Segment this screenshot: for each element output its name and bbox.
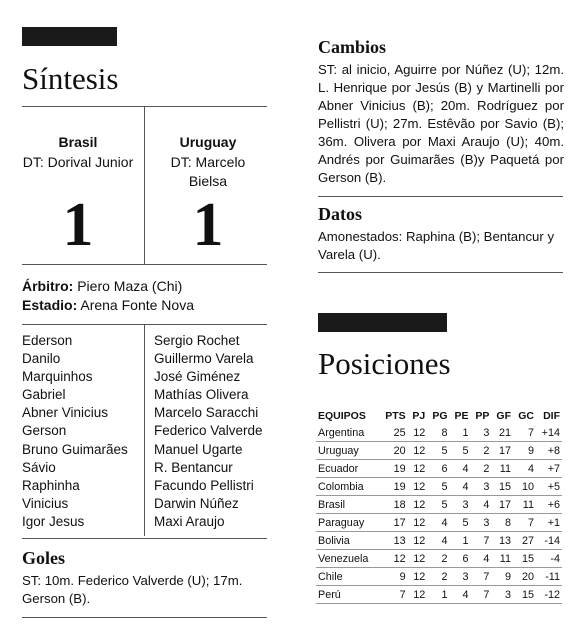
stat-cell: 7 [470, 532, 491, 550]
stat-cell: 5 [427, 478, 449, 496]
table-row [316, 532, 562, 550]
stat-cell: 12 [408, 424, 428, 442]
data-text: Amonestados: Raphina (B); Bentancur y Varela (U). [318, 229, 555, 262]
away-team-coach: DT: Marcelo Bielsa [170, 153, 246, 189]
list-item: Manuel Ugarte [154, 441, 243, 457]
team-cell: Perú [316, 586, 379, 604]
list-item: Marcelo Saracchi [154, 405, 259, 421]
stat-cell: 19 [379, 460, 407, 478]
table-row [316, 424, 562, 442]
stat-cell: 6 [427, 460, 449, 478]
list-item: Ederson [22, 333, 73, 348]
stat-cell: 4 [427, 532, 449, 550]
stat-cell: 19 [379, 478, 407, 496]
stat-cell: 12 [408, 478, 428, 496]
away-lineup [154, 332, 263, 531]
stat-cell: 18 [379, 496, 407, 514]
stat-cell: 3 [491, 586, 513, 604]
column-header: PJ [412, 409, 426, 422]
table-row [316, 460, 562, 478]
column-header: GC [518, 409, 534, 422]
stat-cell: 7 [513, 514, 536, 532]
stat-cell: +6 [536, 496, 562, 514]
stat-cell: 7 [379, 586, 407, 604]
stat-cell: -12 [536, 586, 562, 604]
list-item: Vinicius [22, 495, 69, 511]
table-header-row [316, 407, 562, 424]
changes-title: Cambios [318, 37, 387, 57]
stat-cell: 9 [491, 568, 513, 586]
stat-cell: 3 [470, 514, 491, 532]
stat-cell: 3 [450, 568, 471, 586]
stat-cell: 5 [450, 514, 471, 532]
team-cell: Brasil [316, 496, 379, 514]
divider [22, 617, 267, 618]
stat-cell: 2 [470, 460, 491, 478]
team-cell: Bolivia [316, 532, 379, 550]
list-item: Sergio Rochet [154, 333, 240, 348]
stat-cell: 17 [379, 514, 407, 532]
section-marker-bar [22, 27, 117, 46]
score-divider [144, 106, 145, 264]
stat-cell: 2 [427, 550, 449, 568]
list-item: Gerson [22, 423, 67, 439]
stat-cell: 4 [450, 586, 471, 604]
stat-cell: 7 [470, 568, 491, 586]
stat-cell: 4 [470, 496, 491, 514]
stat-cell: 15 [513, 586, 536, 604]
list-item: Sávio [22, 459, 56, 475]
column-header: PTS [385, 409, 406, 422]
standings-table [316, 407, 562, 604]
stat-cell: 12 [408, 496, 428, 514]
table-row [316, 442, 562, 460]
stat-cell: 11 [513, 496, 536, 514]
stat-cell: 12 [408, 550, 428, 568]
away-score: 1 [192, 191, 224, 259]
team-cell: Argentina [316, 424, 379, 442]
standings-title: Posiciones [318, 346, 451, 381]
list-item: R. Bentancur [154, 459, 233, 475]
stat-cell: 3 [470, 478, 491, 496]
home-team-name: Brasil [58, 134, 98, 150]
team-cell: Colombia [316, 478, 379, 496]
stat-cell: 12 [379, 550, 407, 568]
list-item: Igor Jesus [22, 513, 85, 529]
away-team [152, 133, 264, 192]
away-team-name: Uruguay [179, 134, 237, 150]
stat-cell: 12 [408, 514, 428, 532]
stat-cell: 25 [379, 424, 407, 442]
list-item: Marquinhos [22, 369, 93, 385]
stat-cell: 4 [470, 550, 491, 568]
list-item: Facundo Pellistri [154, 477, 254, 493]
data-title: Datos [318, 204, 362, 224]
list-item: Bruno Guimarães [22, 441, 128, 457]
stat-cell: +7 [536, 460, 562, 478]
table-row [316, 550, 562, 568]
team-cell: Uruguay [316, 442, 379, 460]
stat-cell: 3 [470, 424, 491, 442]
list-item: Maxi Araujo [154, 513, 225, 529]
table-row [316, 496, 562, 514]
divider [318, 196, 563, 197]
stat-cell: 9 [379, 568, 407, 586]
team-cell: Chile [316, 568, 379, 586]
stadium-line [22, 296, 194, 315]
stat-cell: +5 [536, 478, 562, 496]
list-item: Mathías Olivera [154, 387, 249, 403]
home-team [22, 133, 134, 172]
stat-cell: 11 [491, 460, 513, 478]
stat-cell: 27 [513, 532, 536, 550]
stat-cell: 12 [408, 460, 428, 478]
stat-cell: -4 [536, 550, 562, 568]
stat-cell: 3 [450, 496, 471, 514]
stat-cell: -14 [536, 532, 562, 550]
column-header: GF [496, 409, 512, 422]
stat-cell: 8 [427, 424, 449, 442]
stat-cell: 7 [470, 586, 491, 604]
stat-cell: 1 [450, 424, 471, 442]
stat-cell: 4 [427, 514, 449, 532]
stat-cell: 15 [513, 550, 536, 568]
stat-cell: +8 [536, 442, 562, 460]
list-item: Gabriel [22, 387, 66, 403]
list-item: Abner Vinicius [22, 405, 109, 421]
column-header: PG [432, 409, 448, 422]
table-row [316, 478, 562, 496]
stat-cell: 21 [491, 424, 513, 442]
stat-cell: 1 [450, 532, 471, 550]
team-cell: Venezuela [316, 550, 379, 568]
list-item: Federico Valverde [154, 423, 263, 439]
table-row [316, 586, 562, 604]
list-item: Darwin Núñez [154, 495, 239, 511]
stat-cell: 6 [450, 550, 471, 568]
stat-cell: 4 [513, 460, 536, 478]
table-row [316, 514, 562, 532]
changes-text: ST: al inicio, Aguirre por Núñez (U); 12m. L. Henrique por Jesús (B) y Martinelli por Abner Vinicius (B); 20m. Rodríguez por Pellistri (U); 27m. Estêvão por Savio (B); 36m. Olivera por Maxi Araujo (U); 40m. Andrés por Guimarães (B)y Paquetá por Gerson (B). [318, 62, 564, 185]
stat-cell: 5 [450, 442, 471, 460]
divider [318, 272, 563, 273]
list-item: José Giménez [154, 369, 241, 385]
list-item: Guillermo Varela [154, 351, 254, 367]
divider [22, 538, 267, 539]
stat-cell: -11 [536, 568, 562, 586]
synthesis-title: Síntesis [22, 61, 119, 96]
stat-cell: 12 [408, 532, 428, 550]
stat-cell: 13 [491, 532, 513, 550]
goals-title: Goles [22, 548, 65, 568]
stat-cell: 12 [408, 568, 428, 586]
list-item: Raphinha [22, 477, 80, 493]
stat-cell: 4 [450, 478, 471, 496]
table-row [316, 568, 562, 586]
column-header: PP [475, 409, 490, 422]
stat-cell: 17 [491, 496, 513, 514]
stat-cell: 2 [427, 568, 449, 586]
list-item: Danilo [22, 351, 61, 367]
team-cell: Paraguay [316, 514, 379, 532]
column-header: DIF [543, 409, 560, 422]
section-marker-bar [318, 313, 447, 332]
stat-cell: 17 [491, 442, 513, 460]
lineup-divider [144, 324, 145, 536]
referee-line [22, 277, 182, 296]
stat-cell: 7 [513, 424, 536, 442]
goals-text: ST: 10m. Federico Valverde (U); 17m. Gerson (B). [22, 573, 243, 606]
team-cell: Ecuador [316, 460, 379, 478]
home-score: 1 [62, 191, 94, 259]
divider [22, 264, 267, 265]
stat-cell: +1 [536, 514, 562, 532]
stat-cell: 5 [427, 496, 449, 514]
stat-cell: 20 [379, 442, 407, 460]
home-lineup [22, 332, 128, 531]
stadium-label: Estadio: [22, 297, 78, 313]
stat-cell: 2 [470, 442, 491, 460]
stat-cell: 20 [513, 568, 536, 586]
stat-cell: 13 [379, 532, 407, 550]
stat-cell: 10 [513, 478, 536, 496]
stadium-value: Arena Fonte Nova [80, 297, 194, 313]
stat-cell: 5 [427, 442, 449, 460]
stat-cell: 11 [491, 550, 513, 568]
stat-cell: 8 [491, 514, 513, 532]
stat-cell: 4 [450, 460, 471, 478]
referee-value: Piero Maza (Chi) [77, 278, 183, 294]
stat-cell: 1 [427, 586, 449, 604]
column-header: EQUIPOS [318, 409, 366, 422]
referee-label: Árbitro: [22, 278, 74, 294]
column-header: PE [454, 409, 469, 422]
stat-cell: 12 [408, 586, 428, 604]
stat-cell: 9 [513, 442, 536, 460]
home-team-coach: DT: Dorival Junior [22, 153, 134, 170]
stat-cell: +14 [536, 424, 562, 442]
stat-cell: 15 [491, 478, 513, 496]
stat-cell: 12 [408, 442, 428, 460]
